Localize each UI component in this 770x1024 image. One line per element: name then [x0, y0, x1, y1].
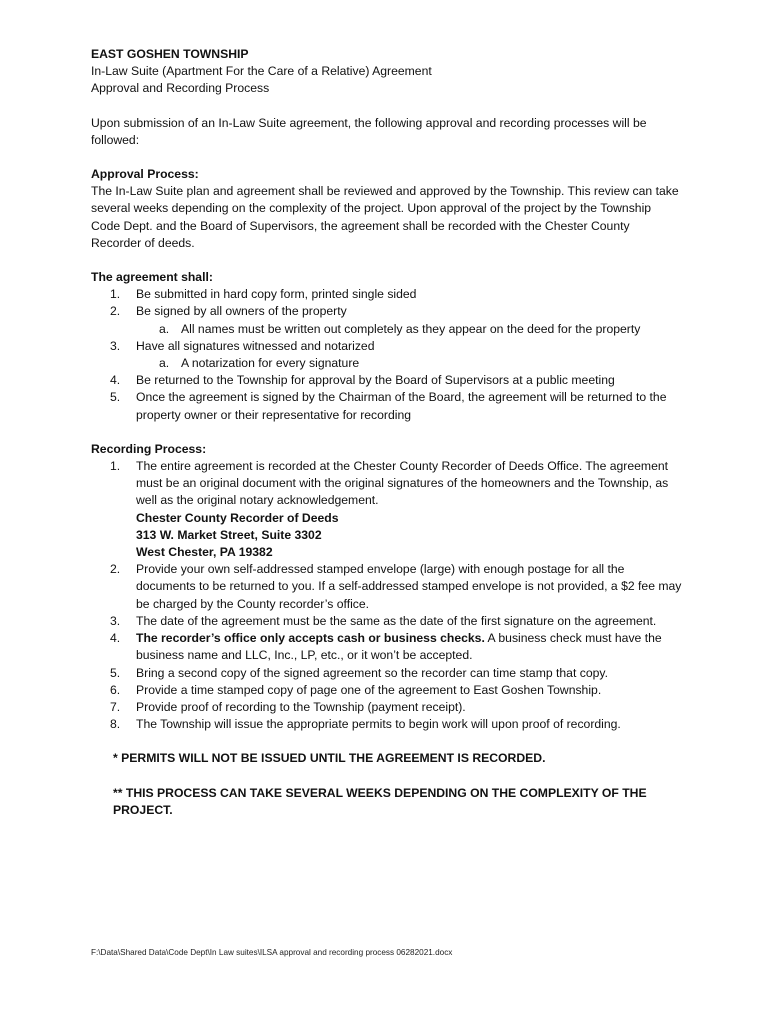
- recorder-address-city: West Chester, PA 19382: [136, 545, 273, 560]
- approval-heading: Approval Process:: [91, 167, 199, 182]
- sub-list-item: a. All names must be written out completely as they appear on the deed for the property: [159, 321, 641, 336]
- agreement-list: [91, 286, 683, 424]
- duration-note: ** THIS PROCESS CAN TAKE SEVERAL WEEKS DEPENDING ON THE COMPLEXITY OF THE PROJECT.: [113, 785, 647, 817]
- recorder-address-name: Chester County Recorder of Deeds: [136, 510, 339, 525]
- document-title: In-Law Suite (Apartment For the Care of a Relative) Agreement: [91, 64, 432, 79]
- list-item: 2. Be signed by all owners of the property: [110, 304, 347, 319]
- list-item: 3. The date of the agreement must be the same as the date of the first signature on the agreement.: [110, 613, 657, 628]
- list-item: 7. Provide proof of recording to the Township (payment receipt).: [110, 699, 466, 714]
- list-item: 1. Be submitted in hard copy form, printed single sided: [110, 287, 417, 302]
- document-subtitle: Approval and Recording Process: [91, 81, 270, 96]
- document-page: [91, 46, 683, 819]
- list-item: 8. The Township will issue the appropriate permits to begin work will upon proof of recording.: [110, 717, 621, 732]
- list-item: 3. Have all signatures witnessed and notarized: [110, 338, 375, 353]
- approval-body: The In-Law Suite plan and agreement shall be reviewed and approved by the Township. This review can take several weeks depending on the complexity of the project. Upon approval of the project by the Township Code Dept. and the Board of Supervisors, the agreement shall be recorded with the Chester County Recorder of deeds.: [91, 184, 679, 250]
- permits-note: * PERMITS WILL NOT BE ISSUED UNTIL THE AGREEMENT IS RECORDED.: [113, 751, 546, 766]
- list-item: 1. The entire agreement is recorded at the Chester County Recorder of Deeds Office. The agreement must be an original document with the original signatures of the homeowners and the Township, as well as the original notary acknowledgement. Chester County Recorder of Deeds 313 W. Market Street, Suite 3302 West Chester, PA 19382: [91, 458, 683, 561]
- list-item: 4. Be returned to the Township for approval by the Board of Supervisors at a public meeting: [110, 373, 615, 388]
- sub-list-item: a. A notarization for every signature: [159, 356, 360, 371]
- list-item: 5. Once the agreement is signed by the Chairman of the Board, the agreement will be returned to the property owner or their representative for recording: [110, 390, 667, 422]
- recording-heading: Recording Process:: [91, 441, 207, 456]
- list-item: 6. Provide a time stamped copy of page one of the agreement to East Goshen Township.: [110, 682, 602, 697]
- cash-checks-notice: The recorder’s office only accepts cash or business checks.: [136, 631, 485, 646]
- recorder-address-street: 313 W. Market Street, Suite 3302: [136, 527, 322, 542]
- file-path-footer: F:\Data\Shared Data\Code Dept\In Law suites\ILSA approval and recording process 06282021.docx: [91, 948, 453, 957]
- org-name: EAST GOSHEN TOWNSHIP: [91, 47, 249, 61]
- list-item: 5. Bring a second copy of the signed agreement so the recorder can time stamp that copy.: [110, 665, 608, 680]
- list-item: 4. The recorder’s office only accepts cash or business checks. A business check must have the business name and LLC, Inc., LP, etc., or it won’t be accepted.: [110, 631, 662, 663]
- recording-list: [91, 458, 683, 733]
- list-item: 2. Provide your own self-addressed stamped envelope (large) with enough postage for all the documents to be returned to you. If a self-addressed stamped envelope is not provided, a $2 fee may be charged by the County recorder’s office.: [110, 562, 682, 611]
- agreement-heading: The agreement shall:: [91, 270, 213, 285]
- intro-paragraph: Upon submission of an In-Law Suite agreement, the following approval and recording processes will be followed:: [91, 115, 647, 147]
